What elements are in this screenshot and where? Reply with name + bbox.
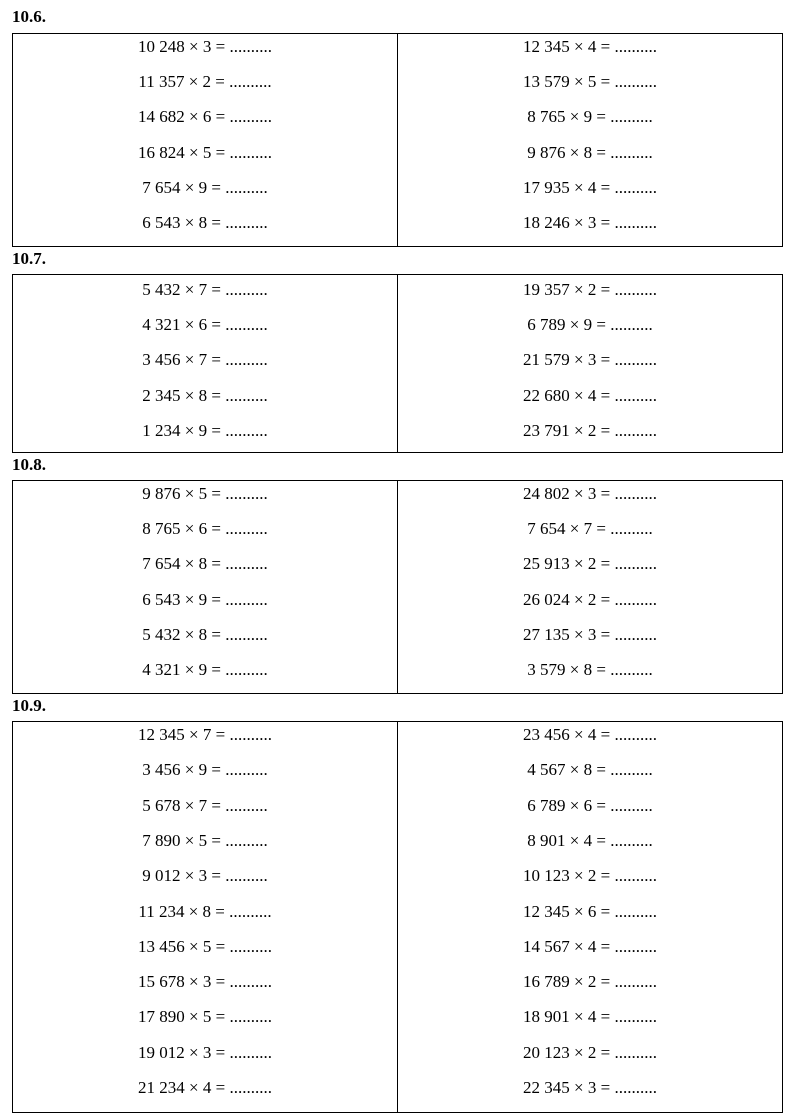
multiplication-problem: 22 680 × 4 = .......... [523,385,657,405]
exercise-column-left [13,481,397,693]
exercise-table [12,274,783,453]
multiplication-problem: 11 234 × 8 = .......... [138,901,272,921]
exercise-table [12,480,783,694]
multiplication-problem: 8 765 × 6 = .......... [142,519,268,539]
exercise-column-left [13,722,397,1112]
exercise-number: 10.7. [12,249,46,268]
multiplication-problem: 19 012 × 3 = .......... [138,1042,272,1062]
exercise-number: 10.8. [12,455,46,474]
multiplication-problem: 13 456 × 5 = .......... [138,936,272,956]
exercise-number: 10.6. [12,7,46,26]
multiplication-problem: 16 824 × 5 = .......... [138,142,272,162]
multiplication-problem: 18 901 × 4 = .......... [523,1007,657,1027]
multiplication-problem: 9 876 × 5 = .......... [142,484,268,503]
multiplication-problem: 23 456 × 4 = .......... [523,725,657,744]
multiplication-problem: 21 234 × 4 = .......... [138,1078,272,1097]
multiplication-problem: 9 876 × 8 = .......... [527,142,653,162]
multiplication-problem: 13 579 × 5 = .......... [523,72,657,92]
exercise-table [12,721,783,1113]
multiplication-problem: 3 456 × 7 = .......... [142,350,268,370]
multiplication-problem: 1 234 × 9 = .......... [142,420,268,440]
multiplication-problem: 24 802 × 3 = .......... [523,484,657,503]
exercise-column-right [397,481,782,693]
exercise-column-right [397,722,782,1112]
multiplication-problem: 17 890 × 5 = .......... [138,1007,272,1027]
multiplication-problem: 12 345 × 7 = .......... [138,725,272,744]
multiplication-problem: 4 321 × 9 = .......... [142,660,268,679]
multiplication-problem: 9 012 × 3 = .......... [142,866,268,886]
exercise-column-left [13,275,397,452]
multiplication-problem: 10 248 × 3 = .......... [138,37,272,56]
exercise-number: 10.9. [12,696,46,715]
multiplication-problem: 18 246 × 3 = .......... [523,213,657,232]
multiplication-problem: 15 678 × 3 = .......... [138,972,272,992]
multiplication-problem: 6 543 × 9 = .......... [142,589,268,609]
multiplication-problem: 7 654 × 8 = .......... [142,554,268,574]
multiplication-problem: 16 789 × 2 = .......... [523,972,657,992]
multiplication-problem: 5 432 × 7 = .......... [142,280,268,299]
multiplication-problem: 7 890 × 5 = .......... [142,830,268,850]
multiplication-problem: 4 567 × 8 = .......... [527,760,653,780]
multiplication-problem: 5 432 × 8 = .......... [142,624,268,644]
multiplication-problem: 3 579 × 8 = .......... [527,660,653,679]
multiplication-problem: 20 123 × 2 = .......... [523,1042,657,1062]
multiplication-problem: 17 935 × 4 = .......... [523,177,657,197]
exercise-column-right [397,275,782,452]
multiplication-problem: 12 345 × 6 = .......... [523,901,657,921]
multiplication-problem: 4 321 × 6 = .......... [142,315,268,335]
exercise-table [12,33,783,247]
multiplication-problem: 6 543 × 8 = .......... [142,213,268,232]
multiplication-problem: 26 024 × 2 = .......... [523,589,657,609]
multiplication-problem: 6 789 × 9 = .......... [527,315,653,335]
multiplication-problem: 25 913 × 2 = .......... [523,554,657,574]
multiplication-problem: 14 567 × 4 = .......... [523,936,657,956]
multiplication-problem: 5 678 × 7 = .......... [142,795,268,815]
multiplication-problem: 6 789 × 6 = .......... [527,795,653,815]
multiplication-problem: 12 345 × 4 = .......... [523,37,657,56]
multiplication-problem: 14 682 × 6 = .......... [138,107,272,127]
exercise-column-left [13,34,397,246]
multiplication-problem: 8 901 × 4 = .......... [527,830,653,850]
multiplication-problem: 27 135 × 3 = .......... [523,624,657,644]
multiplication-problem: 11 357 × 2 = .......... [138,72,272,92]
multiplication-problem: 21 579 × 3 = .......... [523,350,657,370]
multiplication-problem: 23 791 × 2 = .......... [523,420,657,440]
multiplication-problem: 3 456 × 9 = .......... [142,760,268,780]
multiplication-problem: 7 654 × 7 = .......... [527,519,653,539]
multiplication-problem: 8 765 × 9 = .......... [527,107,653,127]
multiplication-problem: 22 345 × 3 = .......... [523,1078,657,1097]
multiplication-problem: 10 123 × 2 = .......... [523,866,657,886]
multiplication-problem: 2 345 × 8 = .......... [142,385,268,405]
exercise-column-right [397,34,782,246]
multiplication-problem: 19 357 × 2 = .......... [523,280,657,299]
multiplication-problem: 7 654 × 9 = .......... [142,177,268,197]
